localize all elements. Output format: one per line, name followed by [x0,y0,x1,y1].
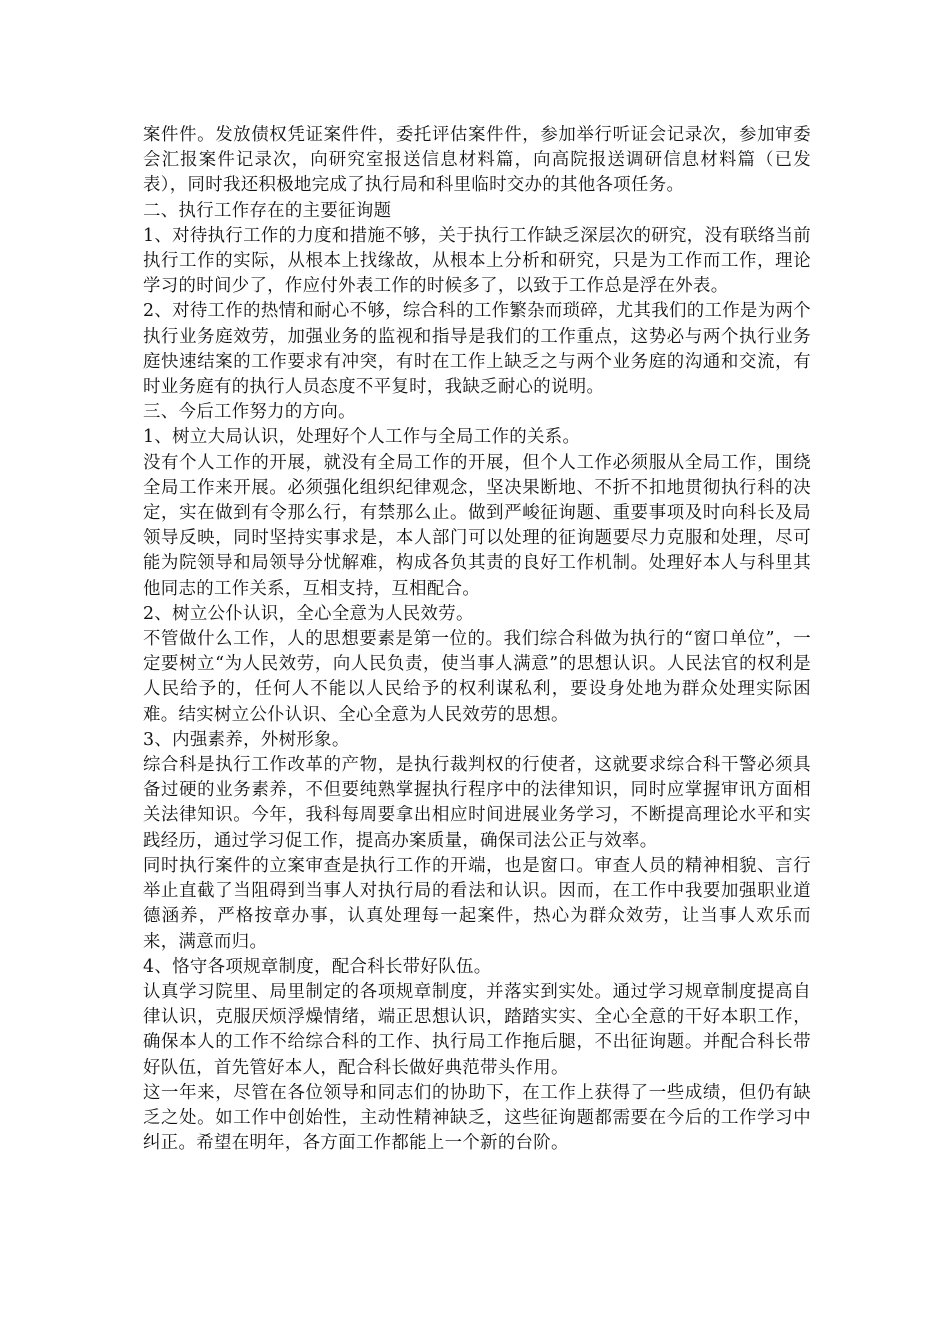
paragraph-9: 不管做什么工作，人的思想要素是第一位的。我们综合科做为执行的“窗口单位”，一定要树立“为人民效劳，向人民负责，使当事人满意”的思想认识。人民法官的权利是人民给予的，任何人不能以人民给予的权利谋私利，要设身处地为群众处理实际困难。结实树立公仆认识、全心全意为人民效劳的思想。 [143,629,811,725]
paragraph-14: 认真学习院里、局里制定的各项规章制度，并落实到实处。通过学习规章制度提高自律认识，克服厌烦浮燥情绪，端正思想认识，踏踏实实、全心全意的干好本职工作，确保本人的工作不给综合科的工作、执行局工作拖后腿，不出征询题。并配合科长带好队伍，首先管好本人，配合科长做好典范带头作用。 [143,981,811,1078]
subheading-4: 4、恪守各项规章制度，配合科长带好队伍。 [143,956,492,977]
paragraph-7: 没有个人工作的开展，就没有全局工作的开展，但个人工作必须服从全局工作，围绕全局工作来开展。必须强化组织纪律观念，坚决果断地、不折不扣地贯彻执行科的决定，实在做到有令那么行，有禁那么止。做到严峻征询题、重要事项及时向科长及局领导反映，同时坚持实事求是，本人部门可以处理的征询题要尽力克服和处理，尽可能为院领导和局领导分忧解难，构成各负其责的良好工作机制。处理好本人与科里其他同志的工作关系，互相支持，互相配合。 [143,452,811,599]
section-heading-3: 三、今后工作努力的方向。 [143,402,356,423]
paragraph-4: 2、对待工作的热情和耐心不够，综合科的工作繁杂而琐碎，尤其我们的工作是为两个执行业务庭效劳，加强业务的监视和指导是我们的工作重点，这势必与两个执行业务庭快速结案的工作要求有冲突，有时在工作上缺乏之与两个业务庭的沟通和交流，有时业务庭有的执行人员态度不平复时，我缺乏耐心的说明。 [143,301,811,398]
paragraph-1: 案件件。发放债权凭证案件件，委托评估案件件，参加举行听证会记录次，参加审委会汇报案件记录次，向研究室报送信息材料篇，向高院报送调研信息材料篇（已发表），同时我还积极地完成了执行局和科里临时交办的其他各项任务。 [143,125,811,196]
section-heading-2: 二、执行工作存在的主要征询题 [143,200,392,221]
paragraph-3: 1、对待执行工作的力度和措施不够，关于执行工作缺乏深层次的研究，没有联络当前执行工作的实际，从根本上找缘故，从根本上分析和研究，只是为工作而工作，理论学习的时间少了，作应付外表工作的时候多了，以致于工作总是浮在外表。 [143,225,811,297]
paragraph-11: 综合科是执行工作改革的产物，是执行裁判权的行使者，这就要求综合科干警必须具备过硬的业务素养，不但要纯熟掌握执行程序中的法律知识，同时应掌握审讯方面相关法律知识。今年，我科每周要拿出相应时间进展业务学习，不断提高理论水平和实践经历，通过学习促工作，提高办案质量，确保司法公正与效率。 [143,755,811,851]
subheading-3: 3、内强素养，外树形象。 [143,729,350,750]
document-body [143,123,811,1156]
subheading-2: 2、树立公仆认识，全心全意为人民效劳。 [143,603,474,624]
subheading-1: 1、树立大局认识，处理好个人工作与全局工作的关系。 [143,427,581,448]
paragraph-12: 同时执行案件的立案审查是执行工作的开端，也是窗口。审查人员的精神相貌、言行举止直截了当阻碍到当事人对执行局的看法和认识。因而，在工作中我要加强职业道德涵养，严格按章办事，认真处理每一起案件，热心为群众效劳，让当事人欢乐而来，满意而归。 [143,855,811,952]
paragraph-15: 这一年来，尽管在各位领导和同志们的协助下，在工作上获得了一些成绩，但仍有缺乏之处。如工作中创始性，主动性精神缺乏，这些征询题都需要在今后的工作学习中纠正。希望在明年，各方面工作都能上一个新的台阶。 [143,1082,811,1154]
